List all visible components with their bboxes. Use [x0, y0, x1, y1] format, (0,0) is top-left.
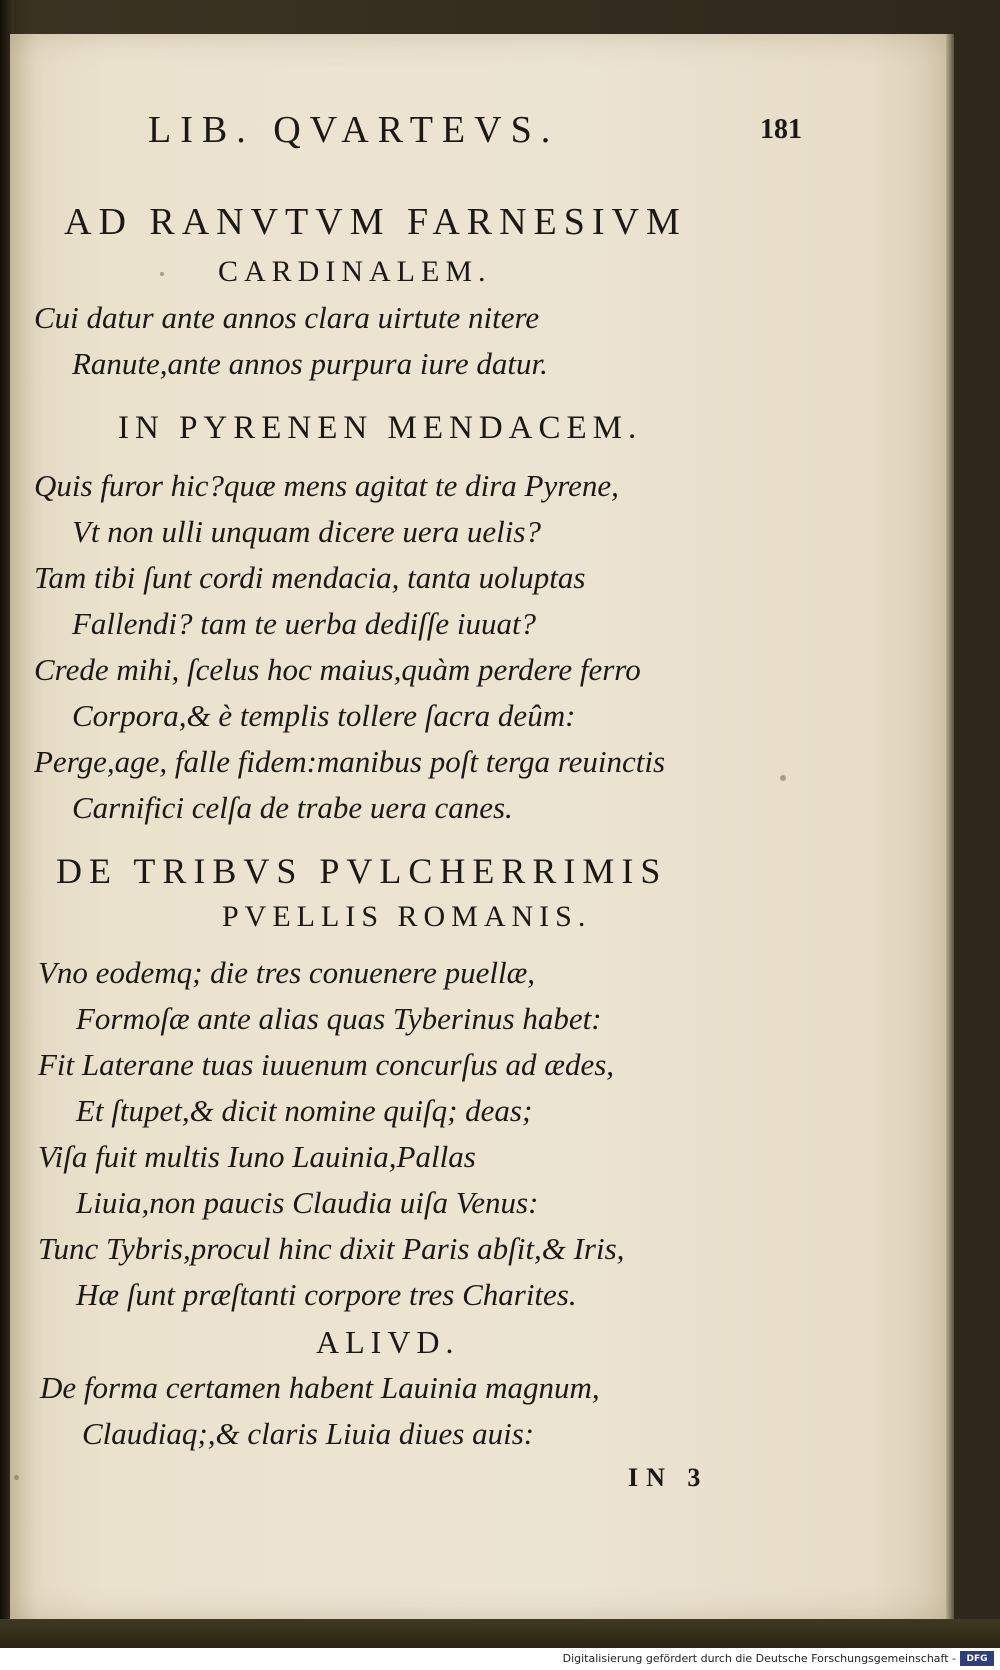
signature-mark: IN 3	[628, 1463, 709, 1492]
verse-line: Ranute,ante annos purpura iure datur.	[72, 346, 548, 381]
verse-line: Et ſtupet,& dicit nomine quiſq; deas;	[76, 1093, 533, 1128]
scan-bottom-border	[0, 1619, 1000, 1648]
verse-line: Corpora,& è templis tollere ſacra deûm:	[72, 698, 576, 733]
paper-speck	[780, 775, 786, 781]
verse-line: Liuia,non paucis Claudia uiſa Venus:	[76, 1185, 539, 1220]
poem-title: IN PYRENEN MENDACEM.	[118, 410, 643, 446]
digitization-footer	[0, 1648, 1000, 1670]
running-head: LIB. QVARTEVS.	[148, 109, 560, 151]
verse-line: Crede mihi, ſcelus hoc maius,quàm perdere ferro	[34, 652, 641, 687]
verse-line: Carnifici celſa de trabe uera canes.	[72, 790, 513, 825]
verse-line: Tam tibi ſunt cordi mendacia, tanta uoluptas	[34, 560, 586, 595]
verse-line: De forma certamen habent Lauinia magnum,	[40, 1370, 600, 1405]
poem-title-continued: PVELLIS ROMANIS.	[222, 900, 592, 933]
page-number: 181	[760, 114, 802, 145]
poem-title-continued: CARDINALEM.	[218, 255, 492, 288]
paper-speck	[14, 1475, 19, 1480]
poem-title: DE TRIBVS PVLCHERRIMIS	[56, 851, 668, 891]
verse-line: Perge,age, falle fidem:manibus poſt terga reuinctis	[34, 744, 666, 779]
verse-line: Quis furor hic?quæ mens agitat te dira Pyrene,	[34, 468, 619, 503]
verse-line: Vt non ulli unquam dicere uera uelis?	[72, 514, 541, 549]
dfg-logo: DFG	[960, 1651, 994, 1666]
funding-credit: Digitalisierung gefördert durch die Deutsche Forschungsgemeinschaft -	[562, 1652, 956, 1665]
verse-line: Hæ ſunt præſtanti corpore tres Charites.	[76, 1277, 577, 1312]
page-edge	[946, 34, 954, 1619]
poem-title: ALIVD.	[316, 1324, 460, 1360]
poem-title: AD RANVTVM FARNESIVM	[64, 201, 687, 243]
paper-speck	[160, 272, 164, 276]
verse-line: Cui datur ante annos clara uirtute nitere	[34, 300, 540, 335]
verse-line: Viſa fuit multis Iuno Lauinia,Pallas	[38, 1139, 476, 1174]
verse-line: Fallendi? tam te uerba dediſſe iuuat?	[72, 606, 537, 641]
verse-line: Formoſæ ante alias quas Tyberinus habet:	[76, 1001, 602, 1036]
verse-line: Tunc Tybris,procul hinc dixit Paris abſit,& Iris,	[38, 1231, 625, 1266]
verse-line: Fit Laterane tuas iuuenum concurſus ad ædes,	[38, 1047, 615, 1082]
verse-line: Claudiaq;,& claris Liuia diues auis:	[82, 1416, 535, 1451]
verse-line: Vno eodemq; die tres conuenere puellæ,	[38, 955, 535, 990]
